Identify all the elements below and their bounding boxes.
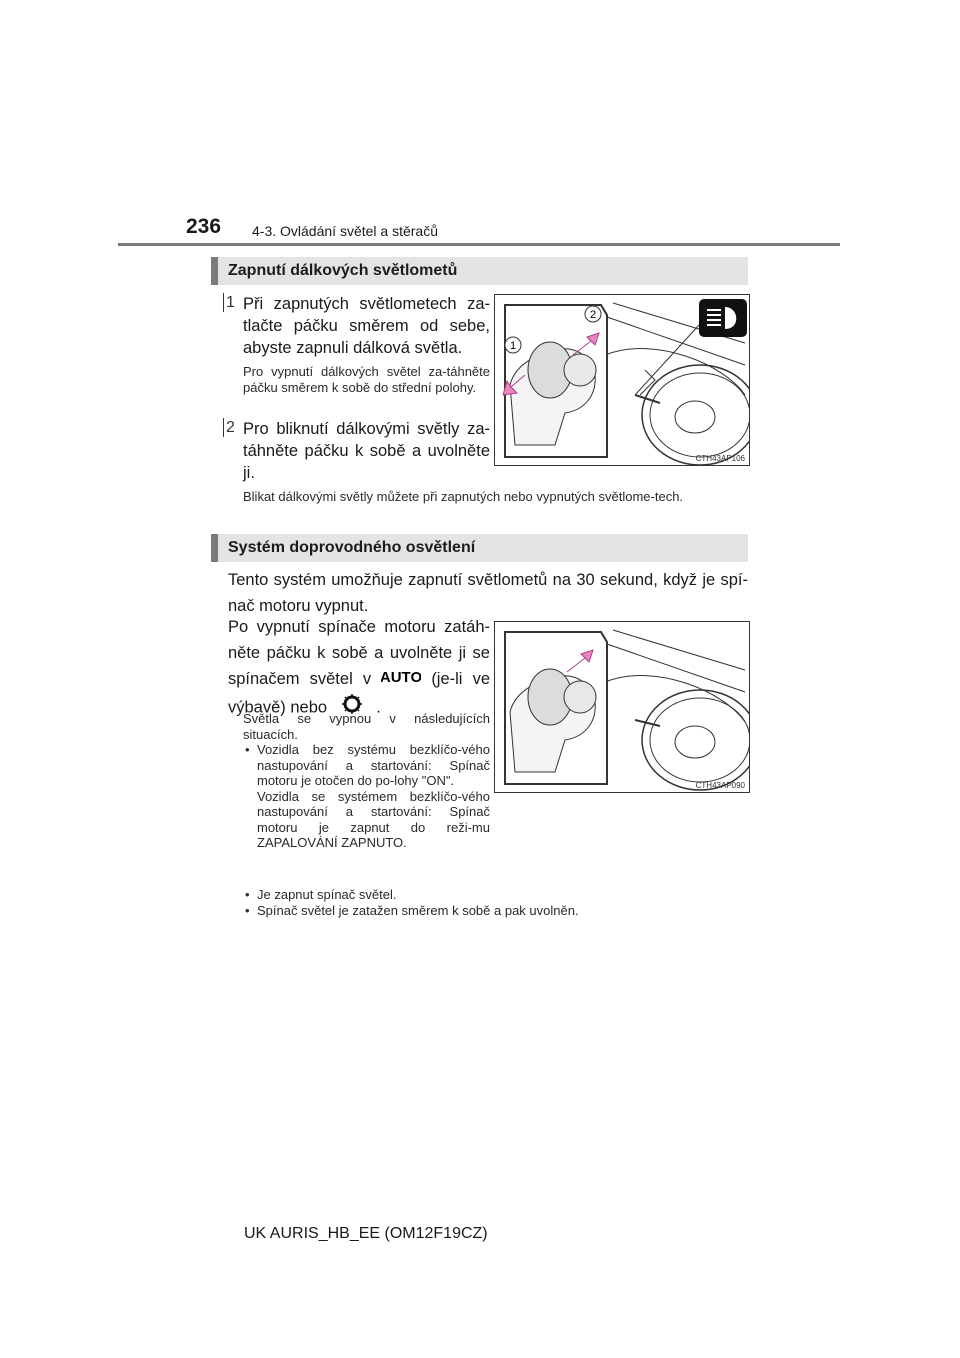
callout-1: 1 [509, 340, 517, 352]
notes-list-cont [243, 887, 748, 918]
step-1-note: Pro vypnutí dálkových světel za-táhněte páčku směrem k sobě do střední polohy. [243, 364, 490, 395]
section-heading-follow-me-home: Systém doprovodného osvětlení [211, 534, 748, 562]
instruction-part-3: . [376, 698, 381, 716]
section-2-instruction [228, 614, 490, 723]
step-number-2: 2 [223, 418, 237, 437]
bullet-1-a: Vozidla bez systému bezklíčo-vého nastupování a startování: Spínač motoru je otočen do po-lohy "ON". [257, 742, 490, 788]
footer-model-code: UK AURIS_HB_EE (OM12F19CZ) [244, 1225, 488, 1242]
figure-code-2: CTH43AP090 [695, 781, 745, 790]
list-item: • Je zapnut spínač světel. [243, 887, 748, 903]
step-1-text: Při zapnutých světlometech za-tlačte páčku směrem od sebe, abyste zapnuli dálková světla. [243, 295, 490, 357]
section-2-intro: Tento systém umožňuje zapnutí světlometů na 30 sekund, když je spí-nač motoru vypnut. [228, 571, 748, 615]
section-heading-high-beam: Zapnutí dálkových světlometů [211, 257, 748, 285]
list-item [243, 742, 490, 851]
figure-follow-me-home [494, 621, 750, 793]
header-rule [118, 243, 840, 246]
section-2-notes-cont [243, 887, 748, 918]
auto-light-icon [381, 667, 421, 693]
svg-text:AUTO: AUTO [381, 668, 422, 685]
notes-list [243, 742, 490, 851]
list-item: • Spínač světel je zatažen směrem k sobě a pak uvolněn. [243, 903, 748, 919]
notes-intro: Světla se vypnou v následujících situacích. [243, 711, 490, 742]
chapter-title: 4-3. Ovládání světel a stěračů [252, 223, 438, 239]
section-1-note: Blikat dálkovými světly můžete při zapnutých nebo vypnutých světlome-tech. [243, 489, 684, 504]
instruction-part-1: Po vypnutí spínače motoru zatáh-něte páčku k sobě a uvolněte ji se spínačem světel v [228, 618, 490, 688]
bullet-1-b: Vozidla se systémem bezklíčo-vého nastupování a startování: Spínač motoru je zapnut do reži-mu ZAPALOVÁNÍ ZAPNUTO. [257, 788, 490, 850]
illustration-high-beam-lever [495, 295, 750, 466]
step-2-text: Pro bliknutí dálkovými světly za-táhněte páčku k sobě a uvolněte ji. [243, 420, 490, 482]
illustration-follow-me-home-lever [495, 622, 750, 793]
high-beam-icon [699, 299, 747, 337]
figure-code-1: CTH43AP106 [695, 454, 745, 463]
figure-high-beam [494, 294, 750, 466]
page-number: 236 [186, 215, 222, 238]
step-number-1: 1 [223, 293, 237, 312]
section-2-notes [243, 711, 490, 851]
instruction-part-2: (je-li ve výbavě) nebo [228, 670, 490, 716]
callout-2: 2 [589, 309, 597, 321]
